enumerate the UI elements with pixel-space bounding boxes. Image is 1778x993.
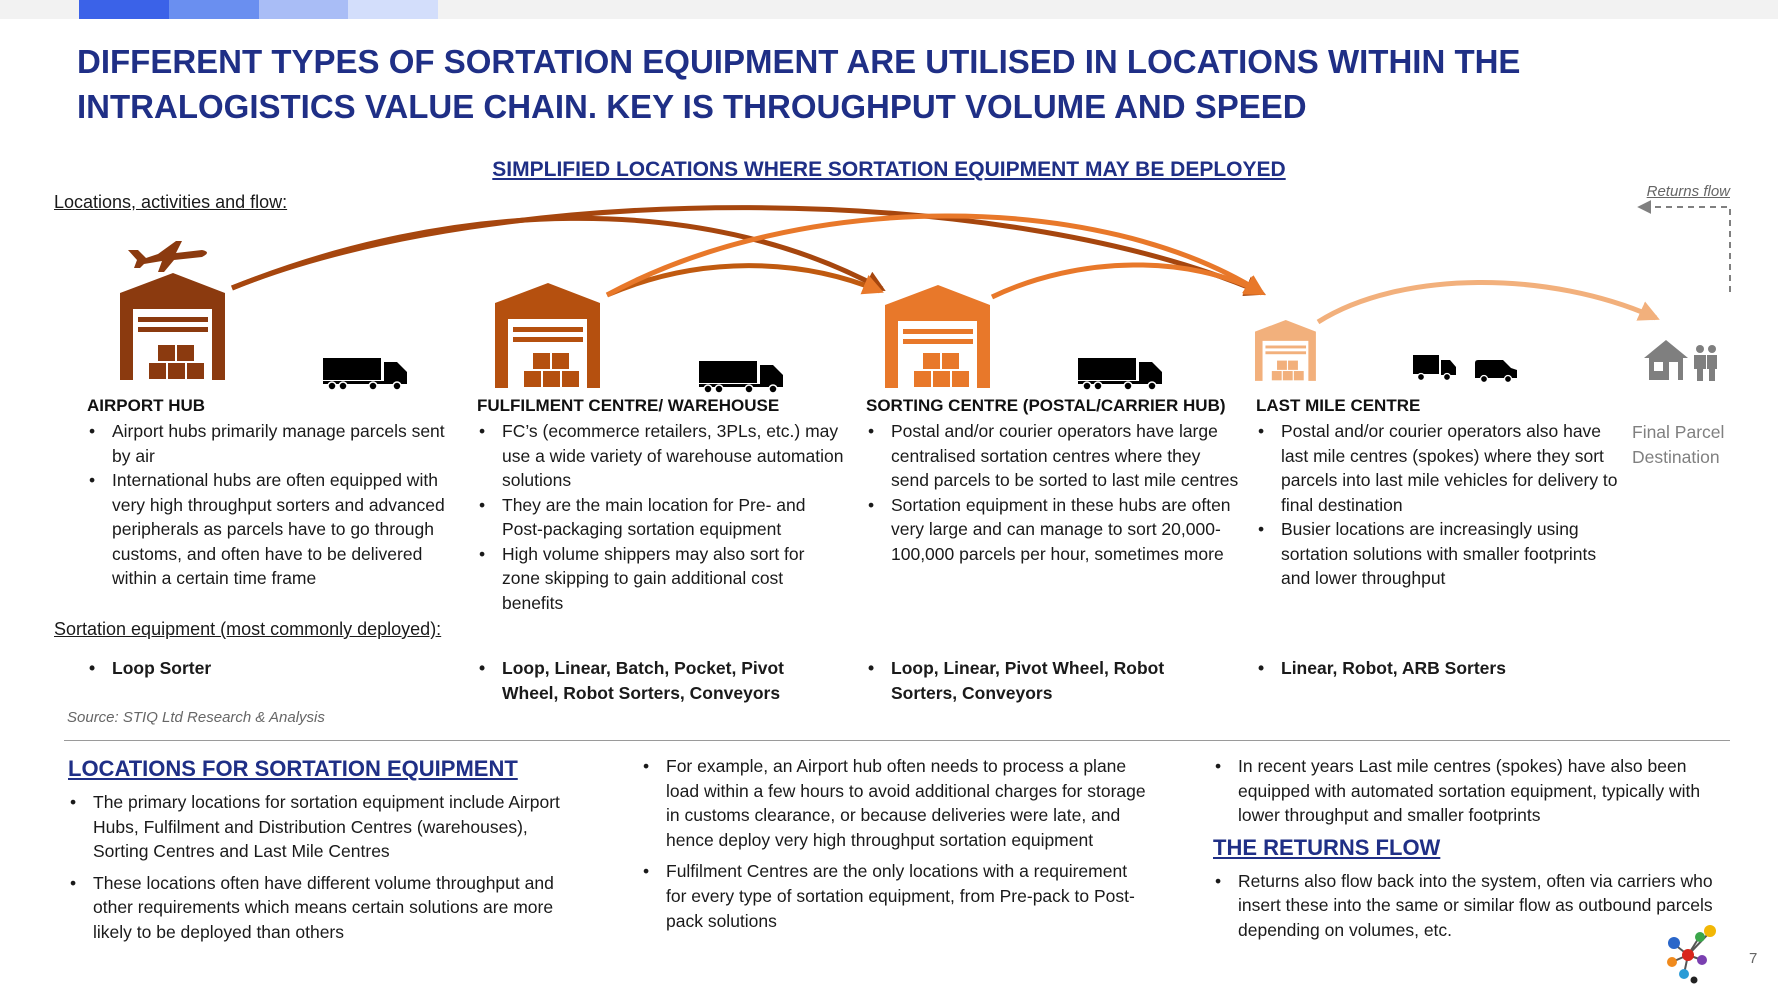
- column-bullet: • They are the main location for Pre- and Post-packaging sortation equipment: [477, 493, 847, 542]
- section-bullet: • For example, an Airport hub often needs to process a plane load within a few hours to avoid additional charges for storage in customs clearance, or because deliveries were late, and hence deploy very high throughput sortation equipment: [641, 754, 1151, 852]
- column-heading: LAST MILE CENTRE: [1256, 396, 1421, 415]
- section-bullet: • The primary locations for sortation equipment include Airport Hubs, Fulfilment and Distribution Centres (warehouses), Sorting Centres and Last Mile Centres: [68, 790, 568, 864]
- house-icon: [1644, 340, 1688, 380]
- section-bullet: • Fulfilment Centres are the only locations with a requirement for every type of sortation equipment, from Pre-pack to Post-pack solutions: [641, 859, 1151, 933]
- returns-flow-arrow: [1640, 207, 1730, 292]
- warehouse-icon: [495, 283, 600, 388]
- equipment-label: Sortation equipment (most commonly deployed):: [54, 619, 442, 639]
- column-bullet: • Postal and/or courier operators have large centralised sortation centres where they send parcels to be sorted to last mile centres: [866, 419, 1242, 493]
- final-destination-line-1: Final Parcel: [1632, 422, 1725, 442]
- equipment-item: • Loop Sorter: [87, 656, 447, 681]
- equipment-item: • Linear, Robot, ARB Sorters: [1256, 656, 1616, 681]
- column-bullet: • International hubs are often equipped with very high throughput sorters and advanced peripherals as parcels have to go through customs, and often have to be delivered within a certain time frame: [87, 468, 457, 591]
- column-heading: SORTING CENTRE (POSTAL/CARRIER HUB): [866, 396, 1226, 415]
- section-heading: THE RETURNS FLOW: [1213, 834, 1441, 860]
- warehouse-icon: [1255, 320, 1316, 381]
- truck-icon: [1413, 355, 1456, 381]
- truck-icon: [699, 361, 783, 393]
- bottom-left-section: [68, 756, 568, 952]
- column-bullet: • High volume shippers may also sort for zone skipping to gain additional cost benefits: [477, 542, 847, 616]
- arrow-airport-to-lastmile: [232, 208, 1262, 293]
- final-destination-line-2: Destination: [1632, 446, 1720, 467]
- equipment-airport: [87, 656, 447, 681]
- people-icon: [1694, 345, 1717, 381]
- column-airport-hub: [87, 396, 457, 591]
- section-heading: LOCATIONS FOR SORTATION EQUIPMENT: [68, 756, 518, 781]
- section-bullet: • In recent years Last mile centres (spokes) have also been equipped with automated sortation equipment, typically with lower throughput and smaller footprints: [1213, 754, 1728, 828]
- equipment-fulfilment: [477, 656, 832, 705]
- returns-flow-label: Returns flow: [1646, 183, 1730, 200]
- column-bullet: • Sortation equipment in these hubs are often very large and can manage to sort 20,000-100,000 parcels per hour, sometimes more: [866, 493, 1242, 567]
- equipment-last-mile: [1256, 656, 1616, 681]
- truck-icon: [323, 358, 407, 390]
- page-number: 7: [1749, 950, 1758, 967]
- equipment-item: • Loop, Linear, Batch, Pocket, Pivot Wheel, Robot Sorters, Conveyors: [477, 656, 832, 705]
- final-destination-label: [1632, 420, 1724, 469]
- divider: [64, 740, 1730, 741]
- airplane-icon: [128, 241, 207, 272]
- equipment-sorting: [866, 656, 1206, 705]
- page-title-line-1: DIFFERENT TYPES OF SORTATION EQUIPMENT ARE UTILISED IN LOCATIONS WITHIN THE: [77, 43, 1521, 80]
- column-bullet: • FC’s (ecommerce retailers, 3PLs, etc.) may use a wide variety of warehouse automation solutions: [477, 419, 847, 493]
- truck-icon: [1078, 358, 1162, 390]
- column-sorting-centre: [866, 396, 1242, 566]
- molecule-logo-icon: [1660, 922, 1716, 988]
- arrow-lastmile-to-destination: [1318, 282, 1656, 322]
- column-heading: AIRPORT HUB: [87, 396, 206, 415]
- bottom-right-section: [1213, 754, 1728, 950]
- diagram-subtitle: SIMPLIFIED LOCATIONS WHERE SORTATION EQUIPMENT MAY BE DEPLOYED: [492, 158, 1286, 181]
- column-heading: FULFILMENT CENTRE/ WAREHOUSE: [477, 396, 780, 415]
- source-note: Source: STIQ Ltd Research & Analysis: [67, 709, 325, 726]
- column-fulfilment-centre: [477, 396, 847, 615]
- section-bullet: • Returns also flow back into the system, often via carriers who insert these into the same or similar flow as outbound parcels depending on volumes, etc.: [1213, 869, 1728, 943]
- column-bullet: • Busier locations are increasingly using sortation solutions with smaller footprints and lower throughput: [1256, 517, 1626, 591]
- van-icon: [1475, 360, 1517, 383]
- column-bullet: • Postal and/or courier operators also have last mile centres (spokes) where they sort parcels into last mile vehicles for delivery to final destination: [1256, 419, 1626, 517]
- column-last-mile-centre: [1256, 396, 1626, 591]
- locations-label: Locations, activities and flow:: [54, 192, 288, 212]
- bottom-middle-section: [641, 754, 1151, 940]
- section-bullet: • These locations often have different volume throughput and other requirements which means certain solutions are more likely to be deployed than others: [68, 871, 568, 945]
- page-title-line-2: INTRALOGISTICS VALUE CHAIN. KEY IS THROUGHPUT VOLUME AND SPEED: [77, 88, 1307, 125]
- warehouse-icon: [885, 285, 990, 388]
- column-bullet: • Airport hubs primarily manage parcels sent by air: [87, 419, 457, 468]
- warehouse-icon: [120, 273, 225, 380]
- equipment-item: • Loop, Linear, Pivot Wheel, Robot Sorters, Conveyors: [866, 656, 1206, 705]
